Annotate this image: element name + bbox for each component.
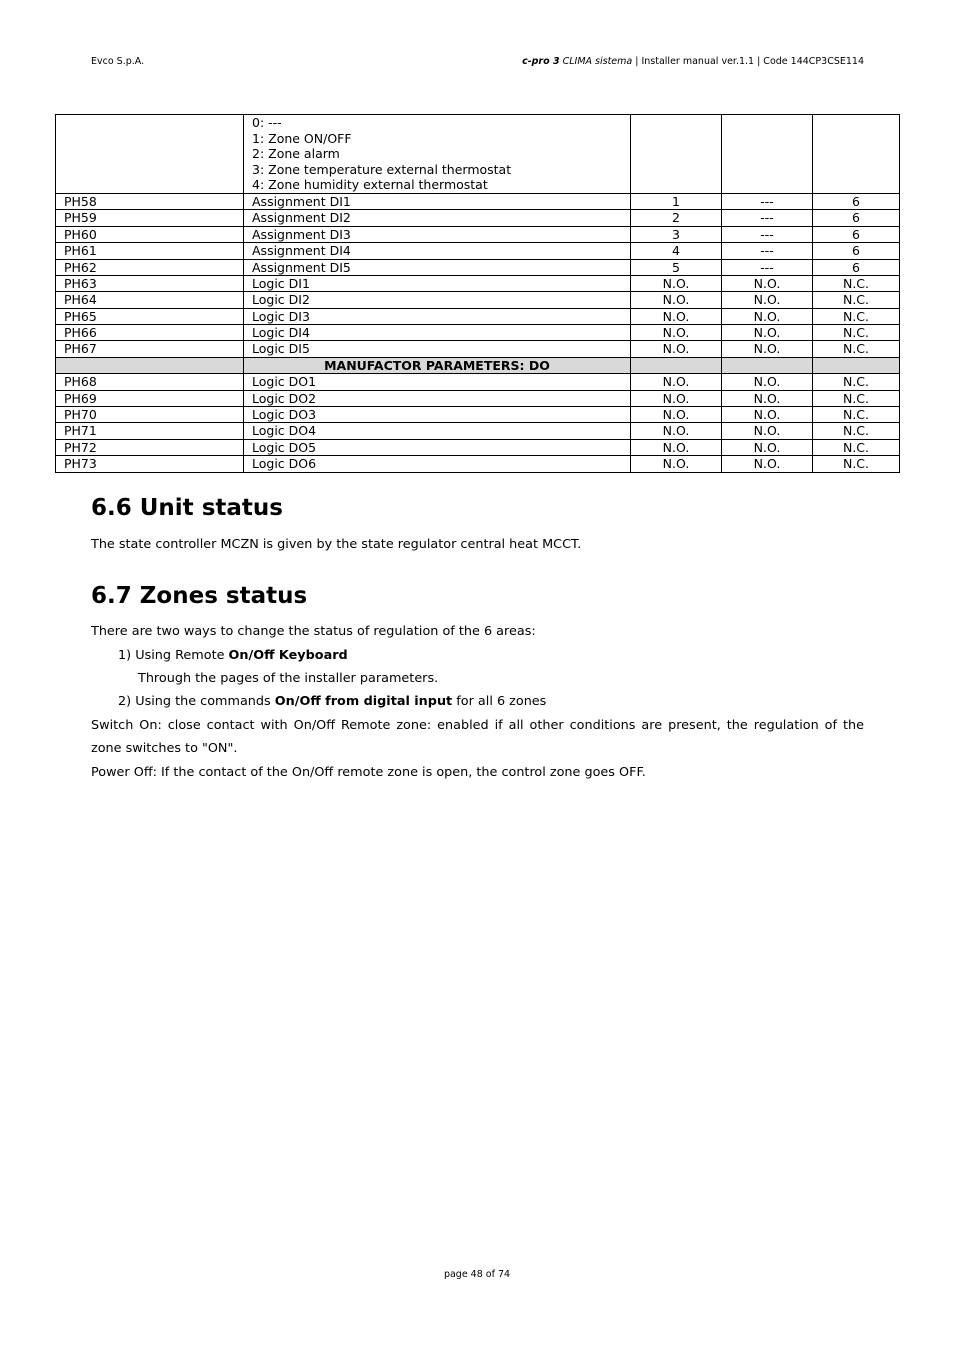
param-default: N.O. [631, 275, 722, 291]
header-manual-code: | Installer manual ver.1.1 | Code 144CP3CSE114 [632, 56, 864, 67]
option-0: 0: --- [252, 115, 282, 130]
param-max: 6 [813, 259, 900, 275]
param-description: Logic DI4 [244, 325, 631, 341]
param-min: N.O. [722, 275, 813, 291]
param-code: PH67 [56, 341, 244, 357]
table-row [56, 390, 900, 406]
table-cell-empty [631, 357, 722, 373]
list-item-1 [118, 648, 348, 663]
param-code: PH73 [56, 456, 244, 472]
param-code: PH72 [56, 439, 244, 455]
section-6-7-intro: There are two ways to change the status of regulation of the 6 areas: [91, 624, 536, 639]
param-code: PH69 [56, 390, 244, 406]
table-row [56, 341, 900, 357]
param-description: Logic DO2 [244, 390, 631, 406]
param-description: Assignment DI3 [244, 226, 631, 242]
table-row-options [56, 115, 900, 194]
param-default: 2 [631, 210, 722, 226]
param-code: PH70 [56, 407, 244, 423]
param-description: Assignment DI2 [244, 210, 631, 226]
param-min: N.O. [722, 456, 813, 472]
param-min: --- [722, 210, 813, 226]
table-cell-empty [722, 115, 813, 194]
param-max: N.C. [813, 341, 900, 357]
param-min: N.O. [722, 423, 813, 439]
option-4: 4: Zone humidity external thermostat [252, 177, 488, 193]
table-cell-empty [56, 357, 244, 373]
table-row [56, 325, 900, 341]
param-default: 3 [631, 226, 722, 242]
param-code: PH59 [56, 210, 244, 226]
param-description: Logic DO5 [244, 439, 631, 455]
header-company: Evco S.p.A. [91, 56, 145, 67]
table-row [56, 439, 900, 455]
param-min: --- [722, 243, 813, 259]
param-default: N.O. [631, 456, 722, 472]
option-1: 1: Zone ON/OFF [252, 130, 352, 146]
param-code: PH61 [56, 243, 244, 259]
param-default: N.O. [631, 407, 722, 423]
table-row [56, 226, 900, 242]
param-description: Assignment DI1 [244, 193, 631, 209]
param-max: N.C. [813, 439, 900, 455]
table-cell-empty [722, 357, 813, 373]
param-description: Logic DI2 [244, 292, 631, 308]
param-description: Logic DI5 [244, 341, 631, 357]
switch-on-line-2: zone switches to "ON". [91, 741, 238, 756]
param-description: Logic DO3 [244, 407, 631, 423]
list-item-2-text: 2) Using the commands [118, 694, 275, 709]
switch-on-line-1: Switch On: close contact with On/Off Remote zone: enabled if all other conditions are present, the regulation of the [91, 718, 864, 733]
table-row [56, 292, 900, 308]
param-default: N.O. [631, 439, 722, 455]
header-product-line: CLIMA sistema [559, 56, 633, 67]
header-document-info [522, 56, 864, 67]
list-item-1-subtext: Through the pages of the installer parameters. [138, 671, 439, 686]
section-6-7-title: 6.7 Zones status [91, 583, 308, 609]
option-2: 2: Zone alarm [252, 146, 340, 162]
table-row [56, 407, 900, 423]
param-max: 6 [813, 193, 900, 209]
param-description: Logic DO4 [244, 423, 631, 439]
power-off-text: Power Off: If the contact of the On/Off remote zone is open, the control zone goes OFF. [91, 765, 646, 780]
table-row [56, 243, 900, 259]
table-cell-empty [56, 115, 244, 194]
param-max: 6 [813, 210, 900, 226]
param-code: PH58 [56, 193, 244, 209]
param-max: N.C. [813, 390, 900, 406]
param-min: --- [722, 259, 813, 275]
param-default: 5 [631, 259, 722, 275]
param-description: Assignment DI4 [244, 243, 631, 259]
list-item-1-text: 1) Using Remote [118, 648, 229, 663]
param-max: N.C. [813, 325, 900, 341]
param-min: --- [722, 193, 813, 209]
param-description: Logic DO1 [244, 374, 631, 390]
table-row [56, 374, 900, 390]
param-description: Logic DI1 [244, 275, 631, 291]
param-default: N.O. [631, 390, 722, 406]
param-max: N.C. [813, 292, 900, 308]
param-min: N.O. [722, 439, 813, 455]
param-description: Assignment DI5 [244, 259, 631, 275]
param-max: 6 [813, 243, 900, 259]
options-list-cell [244, 115, 631, 194]
table-row [56, 275, 900, 291]
param-description: Logic DI3 [244, 308, 631, 324]
param-code: PH64 [56, 292, 244, 308]
param-max: N.C. [813, 275, 900, 291]
table-row [56, 210, 900, 226]
param-max: N.C. [813, 456, 900, 472]
list-item-2-bold: On/Off from digital input [274, 694, 453, 709]
table-cell-empty [813, 115, 900, 194]
table-cell-empty [813, 357, 900, 373]
param-description: Logic DO6 [244, 456, 631, 472]
param-min: N.O. [722, 341, 813, 357]
param-code: PH65 [56, 308, 244, 324]
table-row [56, 456, 900, 472]
list-item-2 [118, 694, 546, 709]
param-default: N.O. [631, 308, 722, 324]
param-code: PH60 [56, 226, 244, 242]
param-max: N.C. [813, 374, 900, 390]
table-cell-empty [631, 115, 722, 194]
section-6-6-title: 6.6 Unit status [91, 495, 283, 521]
param-code: PH66 [56, 325, 244, 341]
param-default: N.O. [631, 341, 722, 357]
table-row [56, 259, 900, 275]
param-max: 6 [813, 226, 900, 242]
param-min: N.O. [722, 325, 813, 341]
table-row [56, 423, 900, 439]
param-default: 4 [631, 243, 722, 259]
param-min: N.O. [722, 374, 813, 390]
list-item-2-suffix: for all 6 zones [452, 694, 547, 709]
param-max: N.C. [813, 308, 900, 324]
param-min: N.O. [722, 308, 813, 324]
param-code: PH62 [56, 259, 244, 275]
param-default: N.O. [631, 423, 722, 439]
param-min: N.O. [722, 407, 813, 423]
option-3: 3: Zone temperature external thermostat [252, 161, 512, 177]
table-row [56, 308, 900, 324]
param-min: --- [722, 226, 813, 242]
section-6-6-text: The state controller MCZN is given by the state regulator central heat MCCT. [91, 537, 582, 552]
param-default: N.O. [631, 374, 722, 390]
param-code: PH63 [56, 275, 244, 291]
list-item-1-bold: On/Off Keyboard [228, 648, 348, 663]
section-header-title: MANUFACTOR PARAMETERS: DO [244, 357, 631, 373]
param-code: PH71 [56, 423, 244, 439]
parameters-table [55, 114, 900, 473]
param-default: N.O. [631, 325, 722, 341]
param-min: N.O. [722, 292, 813, 308]
param-default: 1 [631, 193, 722, 209]
page-number: page 48 of 74 [443, 1269, 511, 1280]
param-max: N.C. [813, 407, 900, 423]
table-row [56, 193, 900, 209]
section-header-row [56, 357, 900, 373]
param-default: N.O. [631, 292, 722, 308]
header-product-name: c-pro 3 [522, 56, 560, 67]
param-max: N.C. [813, 423, 900, 439]
param-min: N.O. [722, 390, 813, 406]
param-code: PH68 [56, 374, 244, 390]
